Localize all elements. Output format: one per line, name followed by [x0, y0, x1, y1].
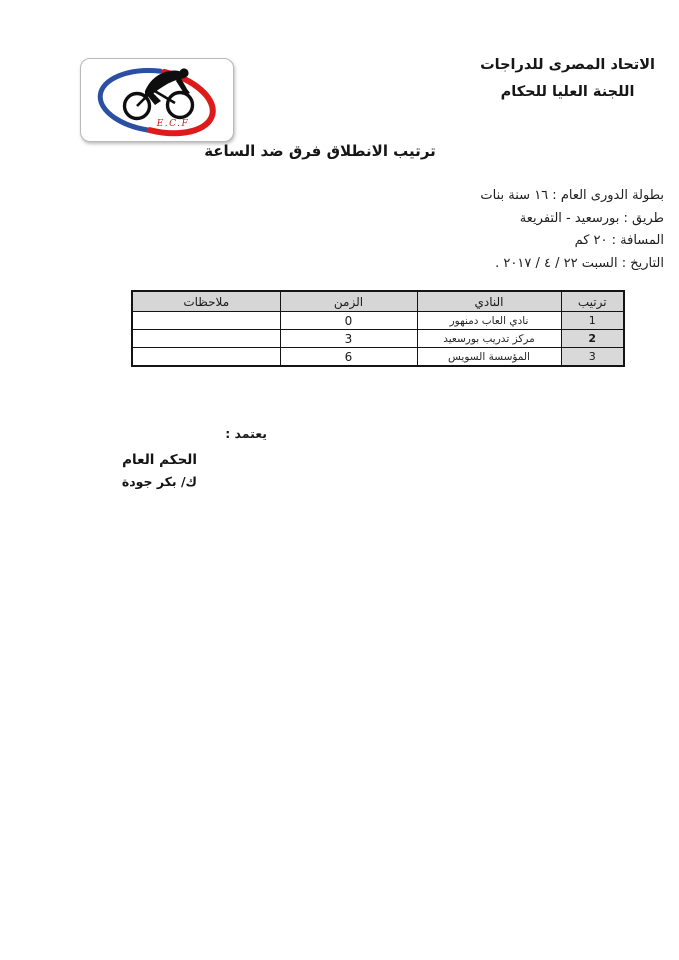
club-cell: المؤسسة السويس	[417, 348, 561, 367]
detail-distance: المسافة : ٢٠ كم	[574, 233, 664, 249]
col-header-rank: ترتيب	[561, 291, 624, 312]
time-cell: 3	[280, 330, 417, 348]
club-cell: نادي العاب دمنهور	[417, 312, 561, 330]
time-cell: 0	[280, 312, 417, 330]
federation-name: الاتحاد المصرى للدراجات	[480, 57, 655, 73]
club-cell: مركز تدريب بورسعيد	[417, 330, 561, 348]
rank-cell: 3	[561, 348, 624, 367]
table-row	[132, 348, 624, 367]
cyclist-icon	[125, 68, 193, 118]
table-row	[132, 330, 624, 348]
signature-block	[122, 450, 197, 492]
signer-role: الحكم العام	[122, 452, 197, 468]
table-header-row	[132, 291, 624, 312]
col-header-club: النادي	[417, 291, 561, 312]
committee-name: اللجنة العليا للحكام	[500, 84, 635, 100]
time-cell: 6	[280, 348, 417, 367]
page-title: ترتيب الانطلاق فرق ضد الساعة	[204, 142, 436, 160]
approve-label: يعتمد :	[225, 426, 267, 441]
race-details	[480, 185, 664, 275]
federation-header	[480, 52, 655, 106]
cyclist-logo-graphic	[81, 59, 233, 141]
notes-cell	[132, 330, 280, 348]
ecf-logo	[80, 58, 234, 142]
col-header-notes: ملاحظات	[132, 291, 280, 312]
detail-date: التاريخ : السبت ٢٢ / ٤ / ٢٠١٧ .	[495, 255, 664, 271]
rank-cell: 1	[561, 312, 624, 330]
notes-cell	[132, 312, 280, 330]
results-table	[131, 290, 625, 367]
ecf-label: E.C.F	[156, 119, 190, 129]
col-header-time: الزمن	[280, 291, 417, 312]
detail-championship: بطولة الدورى العام : ١٦ سنة بنات	[480, 188, 664, 203]
rank-cell: 2	[561, 330, 624, 348]
signer-name: ك/ بكر جودة	[121, 474, 197, 489]
detail-route: طريق : بورسعيد - التفريعة	[519, 210, 664, 226]
table-row	[132, 312, 624, 330]
notes-cell	[132, 348, 280, 367]
